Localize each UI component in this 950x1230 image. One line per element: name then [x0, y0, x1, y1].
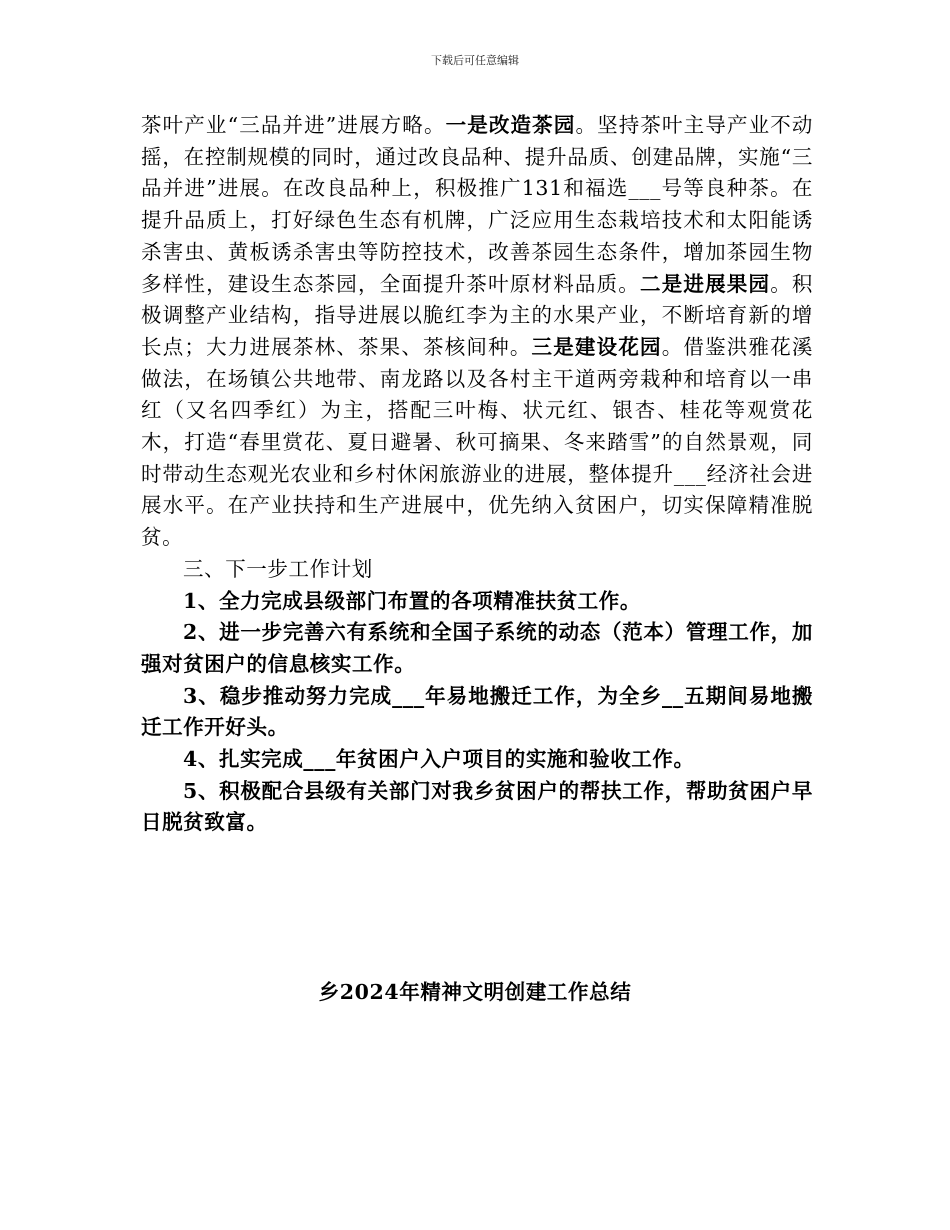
page-header: 下载后可任意编辑	[431, 54, 519, 67]
strategy-3-heading: 三是建设花园	[531, 334, 662, 359]
plan-item-3: 3、稳步推动努力完成___年易地搬迁工作，为全乡__五期间易地搬迁工作开好头。	[141, 683, 813, 740]
plan-item-2: 2、进一步完善六有系统和全国子系统的动态（范本）管理工作，加强对贫困户的信息核实工作。	[141, 620, 813, 676]
plan-item-1: 1、全力完成县级部门布置的各项精准扶贫工作。	[183, 588, 641, 613]
industry-text-2: 。坚持茶叶主导产业不动摇，在控制规模的同时，通过改良品种、提升品质、创建品牌，实施“三品并进”进展。在改良品种上，积极推广131和福选___号等良种茶。在提升品质上，打好绿色生态有机牌，广泛应用生态栽培技术和太阳能诱杀害虫、黄板诱杀害虫等防控技术，改善茶园生态条件，增加茶园生物多样性，建设生态茶园，全面提升茶叶原材料品质。	[141, 113, 813, 296]
plan-item-4: 4、扎实完成___年贫困户入户项目的实施和验收工作。	[183, 747, 695, 772]
strategy-2-heading: 二是进展果园	[640, 271, 771, 296]
industry-text-3: 。积极调整产业结构，指导进展以脆红李为主的水果产业，不断培育新的增长点；大力进展茶林、茶果、茶核间种。	[141, 271, 813, 359]
industry-text-4: 。借鉴洪雅花溪做法，在场镇公共地带、南龙路以及各村主干道两旁栽种和培育以一串红（又名四季红）为主，搭配三叶梅、状元红、银杏、桂花等观赏花木，打造“春里赏花、夏日避暑、秋可摘果、冬来踏雪”的自然景观，同时带动生态观光农业和乡村休闲旅游业的进展，整体提升___经济社会进展水平。在产业扶持和生产进展中，优先纳入贫困户，切实保障精准脱贫。	[141, 334, 813, 550]
industry-text-1: 茶叶产业“三品并进”进展方略。	[141, 113, 446, 137]
next-section-title: 乡2024年精神文明创建工作总结	[318, 980, 632, 1004]
strategy-1-heading: 一是改造茶园	[445, 113, 576, 137]
plan-heading: 三、下一步工作计划	[183, 556, 373, 581]
plan-item-5: 5、积极配合县级有关部门对我乡贫困户的帮扶工作，帮助贫困户早日脱贫致富。	[141, 778, 813, 835]
industry-paragraph	[141, 110, 813, 554]
document-body	[141, 110, 813, 839]
